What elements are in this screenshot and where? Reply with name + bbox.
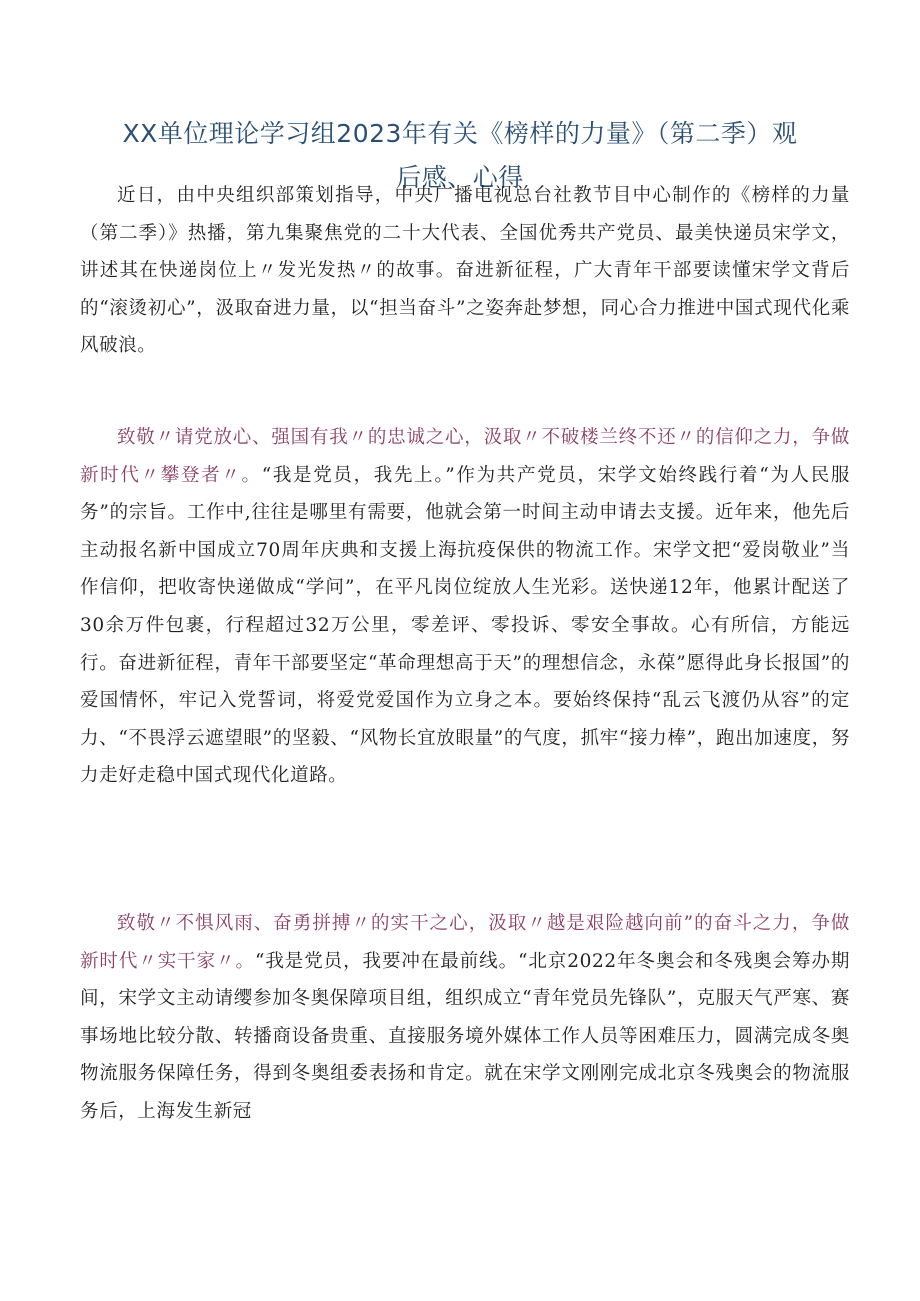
paragraph-diligence — [80, 905, 850, 1131]
paragraph-text: “我是党员，我先上。”作为共产党员，宋学文始终践行着“为人民服务”的宗旨。工作中,往往是哪里有需要，他就会第一时间主动申请去支援。近年来，他先后主动报名新中国成立70周年庆典和支援上海抗疫保供的物流工作。宋学文把“爱岗敬业”当作信仰，把收寄快递做成“学问”，在平凡岗位绽放人生光彩。送快递12年，他累计配送了30余万件包裹，行程超过32万公里，零差评、零投诉、零安全事故。心有所信，方能远行。奋进新征程，青年干部要坚定“革命理想高于天”的理想信念，永葆”愿得此身长报国”的爱国情怀，牢记入党誓词，将爱党爱国作为立身之本。要始终保持“乱云飞渡仍从容”的定力、“不畏浮云遮望眼”的坚毅、“风物长宜放眼量”的气度，抓牢“接力棒”，跑出加速度，努力走好走稳中国式现代化道路。 — [80, 464, 850, 787]
document-title: XX单位理论学习组2023年有关《榜样的力量》（第二季）观后感、心得 — [122, 119, 798, 192]
paragraph-intro — [80, 177, 850, 365]
paragraph-loyalty — [80, 419, 850, 795]
paragraph-text: 近日，由中央组织部策划指导，中央广播电视总台社教节目中心制作的《榜样的力量（第二季）》热播，第九集聚焦党的二十大代表、全国优秀共产党员、最美快递员宋学文，讲述其在快递岗位上〃发光发热〃的故事。奋进新征程，广大青年干部要读懂宋学文背后的“滚烫初心”，汲取奋进力量，以“担当奋斗”之姿奔赴梦想，同心合力推进中国式现代化乘风破浪。 — [80, 185, 850, 357]
paragraph-text: “我是党员，我要冲在最前线。“北京2022年冬奥会和冬残奥会筹办期间，宋学文主动请缨参加冬奥保障项目组，组织成立“青年党员先锋队”，克服天气严寒、赛事场地比较分散、转播商设备贵重、直接服务境外媒体工作人员等困难压力，圆满完成冬奥物流服务保障任务，得到冬奥组委表扬和肯定。就在宋学文刚刚完成北京冬残奥会的物流服务后，上海发生新冠 — [80, 950, 850, 1122]
paragraph-lead: 致敬〃不惧风雨、奋勇拼搏〃的实干之心，汲取〃越是艰险越向前”的奋斗之力，争做新时代〃实干家〃。 — [80, 913, 850, 972]
paragraph-lead: 致敬〃请党放心、强国有我〃的忠诚之心，汲取〃不破楼兰终不还〃的信仰之力，争做新时代〃攀登者〃。 — [80, 427, 850, 486]
